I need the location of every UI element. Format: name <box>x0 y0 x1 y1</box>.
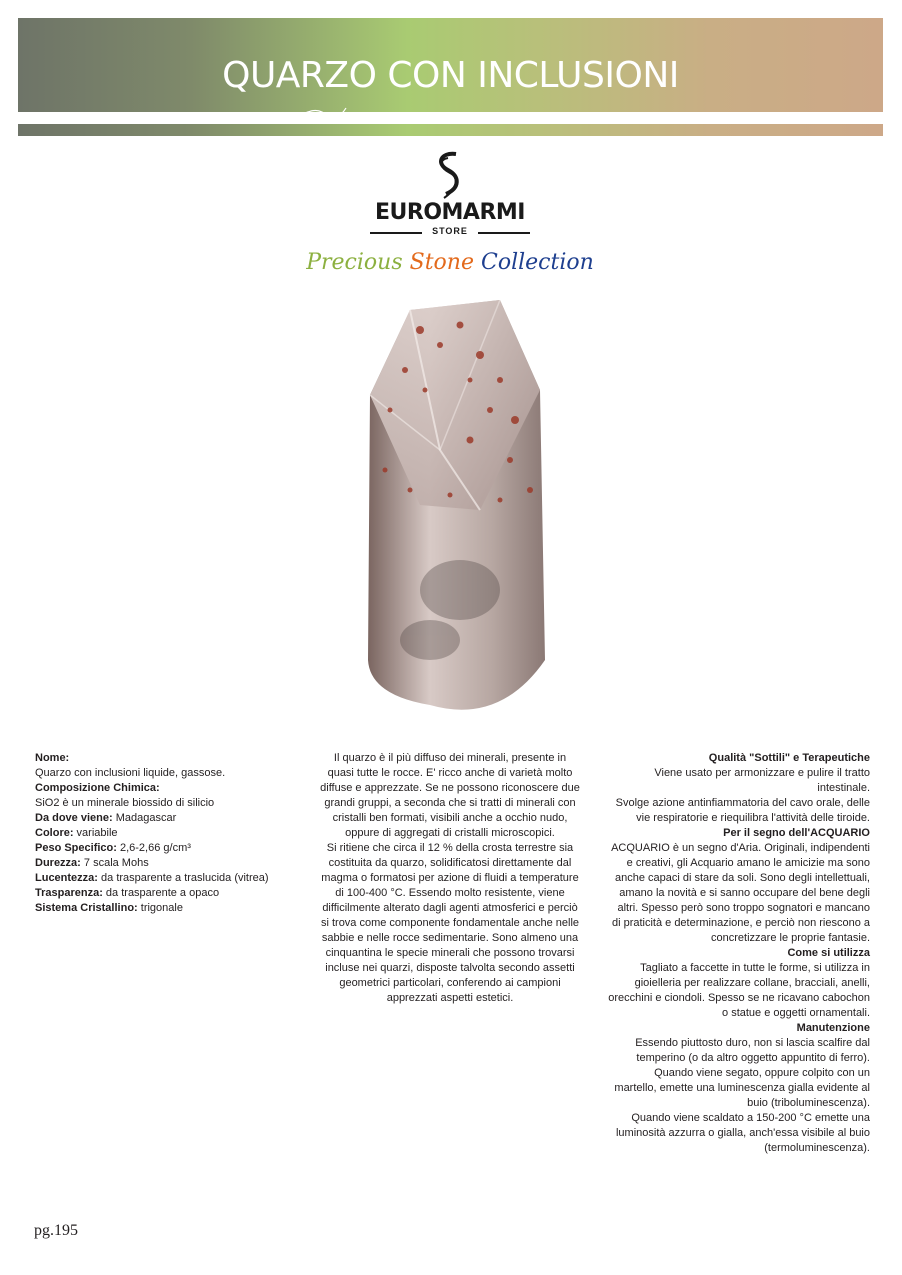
property-row <box>35 901 305 916</box>
property-label: Da dove viene: <box>35 812 113 824</box>
section-line: orecchini e ciondoli. Spesso se ne ricavano cabochon <box>608 992 870 1004</box>
description-line: oppure di aggregati di cristalli microscopici. <box>345 827 555 839</box>
collection-word: Collection <box>480 250 594 275</box>
section-line: amano la novità e si sanno occupare del bene degli <box>619 887 870 899</box>
description-line: cristalli ben formati, visibili anche a occhio nudo, <box>332 812 568 824</box>
header-stripe <box>18 124 883 136</box>
description-line: costituita da quarzo, solidificatosi direttamente dal <box>328 857 572 869</box>
property-label: Sistema Cristallino: <box>35 902 138 914</box>
description-line: geometrici particolari, conferendo ai campioni <box>339 977 561 989</box>
section-line: temperino (o da altro oggetto appuntito di ferro). <box>636 1052 870 1064</box>
description-line: si trova come componente fondamentale anche nelle <box>320 917 580 929</box>
description-line: sabbie e nelle rocce sedimentarie. Sono almeno una <box>321 932 579 944</box>
property-row <box>35 826 305 841</box>
property-label: Nome: <box>35 752 70 764</box>
section-line: Viene usato per armonizzare e pulire il tratto <box>654 767 870 779</box>
property-row <box>35 811 305 826</box>
brand-sub: STORE <box>432 226 468 236</box>
property-row <box>35 766 305 781</box>
section-line: Tagliato a faccette in tutte le forme, si utilizza in <box>640 962 870 974</box>
section-line: vie respiratorie e riequilibra l'attività delle tiroide. <box>636 812 870 824</box>
mineral-properties <box>35 751 305 916</box>
property-row <box>35 781 305 796</box>
section-line: anche capaci di stare da soli. Sono degli intellettuali, <box>615 872 870 884</box>
section-heading: Manutenzione <box>796 1022 870 1034</box>
section-line: (termoluminescenza). <box>764 1142 870 1154</box>
description-line: magma o formatosi per azione di fluidi a temperature <box>321 872 579 884</box>
property-label: Trasparenza: <box>35 887 103 899</box>
description-text <box>300 751 600 1006</box>
description-line: apprezzati aspetti estetici. <box>386 992 514 1004</box>
property-row <box>35 886 305 901</box>
description-line: difficilmente alterato dagli agenti atmosferici e perciò <box>322 902 578 914</box>
property-row <box>35 871 305 886</box>
logo-divider <box>478 232 530 234</box>
description-line: Il quarzo è il più diffuso dei minerali, presente in <box>333 752 567 764</box>
description-line: diffuse e apprezzate. Se ne possono riconoscere due <box>320 782 580 794</box>
qualities-text <box>598 751 870 1156</box>
property-label: Composizione Chimica: <box>35 782 160 794</box>
property-label: Lucentezza: <box>35 872 98 884</box>
section-line: luminosità azzurra o gialla, anch'essa visibile al buio <box>615 1127 870 1139</box>
description-line: quasi tutte le rocce. E' ricco anche di varietà molto <box>327 767 573 779</box>
property-row <box>35 796 305 811</box>
page-title: QUARZO CON INCLUSIONI <box>222 55 679 96</box>
section-line: Svolge azione antinfiammatoria del cavo orale, delle <box>615 797 870 809</box>
property-label: Peso Specifico: <box>35 842 117 854</box>
property-value: da trasparente a opaco <box>102 887 220 899</box>
property-value: Madagascar <box>112 812 177 824</box>
property-value: variabile <box>73 827 118 839</box>
section-line: Quando viene segato, oppure colpito con un <box>654 1067 870 1079</box>
section-line: di praticità e determinazione, e perciò non riescono a <box>611 917 870 929</box>
property-row <box>35 856 305 871</box>
collection-title <box>300 250 600 275</box>
section-line: Quando viene scaldato a 150-200 °C emette una <box>631 1112 870 1124</box>
description-line: cinquantina le specie minerali che possono trovarsi <box>325 947 575 959</box>
section-line: ACQUARIO è un segno d'Aria. Originali, indipendenti <box>611 842 870 854</box>
collection-word: Precious <box>306 250 403 275</box>
description-line: di 100-400 °C. Essendo molto resistente, viene <box>335 887 565 899</box>
section-line: intestinale. <box>817 782 870 794</box>
property-value: trigonale <box>137 902 183 914</box>
property-value: da trasparente a traslucida (vitrea) <box>97 872 269 884</box>
property-value: SiO2 è un minerale biossido di silicio <box>35 797 215 809</box>
property-row <box>35 751 305 766</box>
swirl-ornament-icon <box>288 104 348 120</box>
section-line: gioielleria per realizzare collane, bracciali, anelli, <box>634 977 870 989</box>
section-heading: Qualità "Sottili" e Terapeutiche <box>708 752 870 764</box>
property-label: Durezza: <box>35 857 81 869</box>
section-line: Essendo piuttosto duro, non si lascia scalfire dal <box>635 1037 870 1049</box>
section-line: concretizzare le proprie fantasie. <box>711 932 870 944</box>
description-line: grandi gruppi, a seconda che si tratti di minerali con <box>324 797 576 809</box>
collection-word: Stone <box>409 250 474 275</box>
section-line: martello, emette una luminescenza gialla evidente al <box>614 1082 870 1094</box>
property-label: Colore: <box>35 827 74 839</box>
page-number: pg.195 <box>34 1222 78 1239</box>
property-row <box>35 841 305 856</box>
brand-logo <box>360 150 540 240</box>
title-banner <box>18 18 883 112</box>
section-line: buio (triboluminescenza). <box>747 1097 870 1109</box>
property-value: 2,6-2,66 g/cm³ <box>116 842 191 854</box>
section-line: altri. Spesso però sono troppo sognatori e mancano <box>617 902 870 914</box>
section-heading: Come si utilizza <box>787 947 870 959</box>
property-value: 7 scala Mohs <box>80 857 149 869</box>
section-heading: Per il segno dell'ACQUARIO <box>723 827 870 839</box>
property-value: Quarzo con inclusioni liquide, gassose. <box>35 767 226 779</box>
description-line: Si ritiene che circa il 12 % della crosta terrestre sia <box>326 842 574 854</box>
quartz-crystal-image <box>350 300 560 725</box>
brand-name: EUROMARMI <box>375 200 525 225</box>
description-line: incluse nei quarzi, disposte talvolta secondo assetti <box>325 962 575 974</box>
section-line: o statue e oggetti ornamentali. <box>722 1007 870 1019</box>
euromarmi-s-icon <box>360 150 540 202</box>
section-line: e creativi, gli Acquario amano le amicizie ma sono <box>626 857 870 869</box>
